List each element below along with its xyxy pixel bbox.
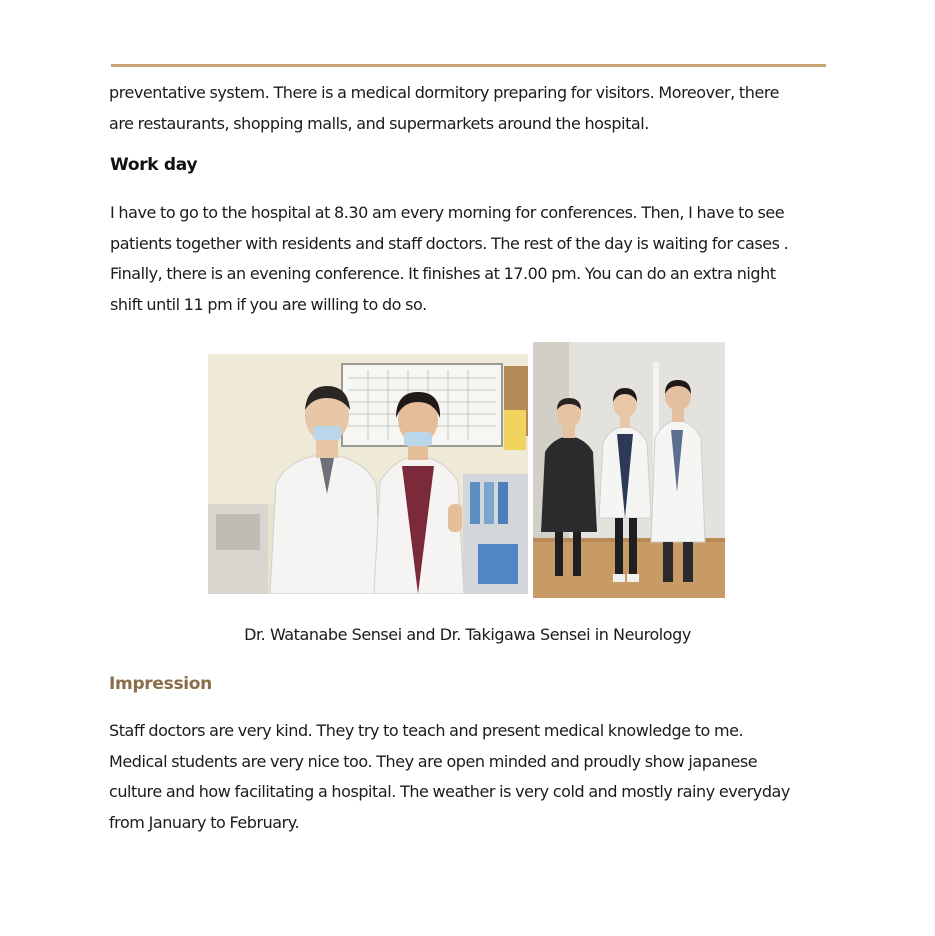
intro-paragraph: preventative system. There is a medical dormitory preparing for visitors. Moreover, there are restaurants, shopping malls, and supermarkets around the hospital.	[109, 83, 780, 133]
photo-caption: Dr. Watanabe Sensei and Dr. Takigawa Sensei in Neurology	[244, 625, 691, 644]
photo-hallway-group	[533, 342, 725, 598]
photo-office-doctors	[208, 354, 528, 594]
impression-heading: Impression	[109, 674, 212, 694]
header-rule	[111, 64, 826, 67]
photo-hallway-illustration	[533, 342, 725, 598]
workday-heading: Work day	[110, 155, 198, 175]
photo-office-illustration	[208, 354, 528, 594]
workday-paragraph: I have to go to the hospital at 8.30 am every morning for conferences. Then, I have to see patients together with residents and staff doctors. The rest of the day is waiting for cases . Finally, there is an evening conference. It finishes at 17.00 pm. You can do an extra night shift until 11 pm if you are willing to do so.	[110, 203, 789, 314]
impression-paragraph: Staff doctors are very kind. They try to teach and present medical knowledge to me. Medical students are very nice too. They are open minded and proudly show japanese culture and how facilitating a hospital. The weather is very cold and mostly rainy everyday from January to February.	[109, 721, 790, 832]
